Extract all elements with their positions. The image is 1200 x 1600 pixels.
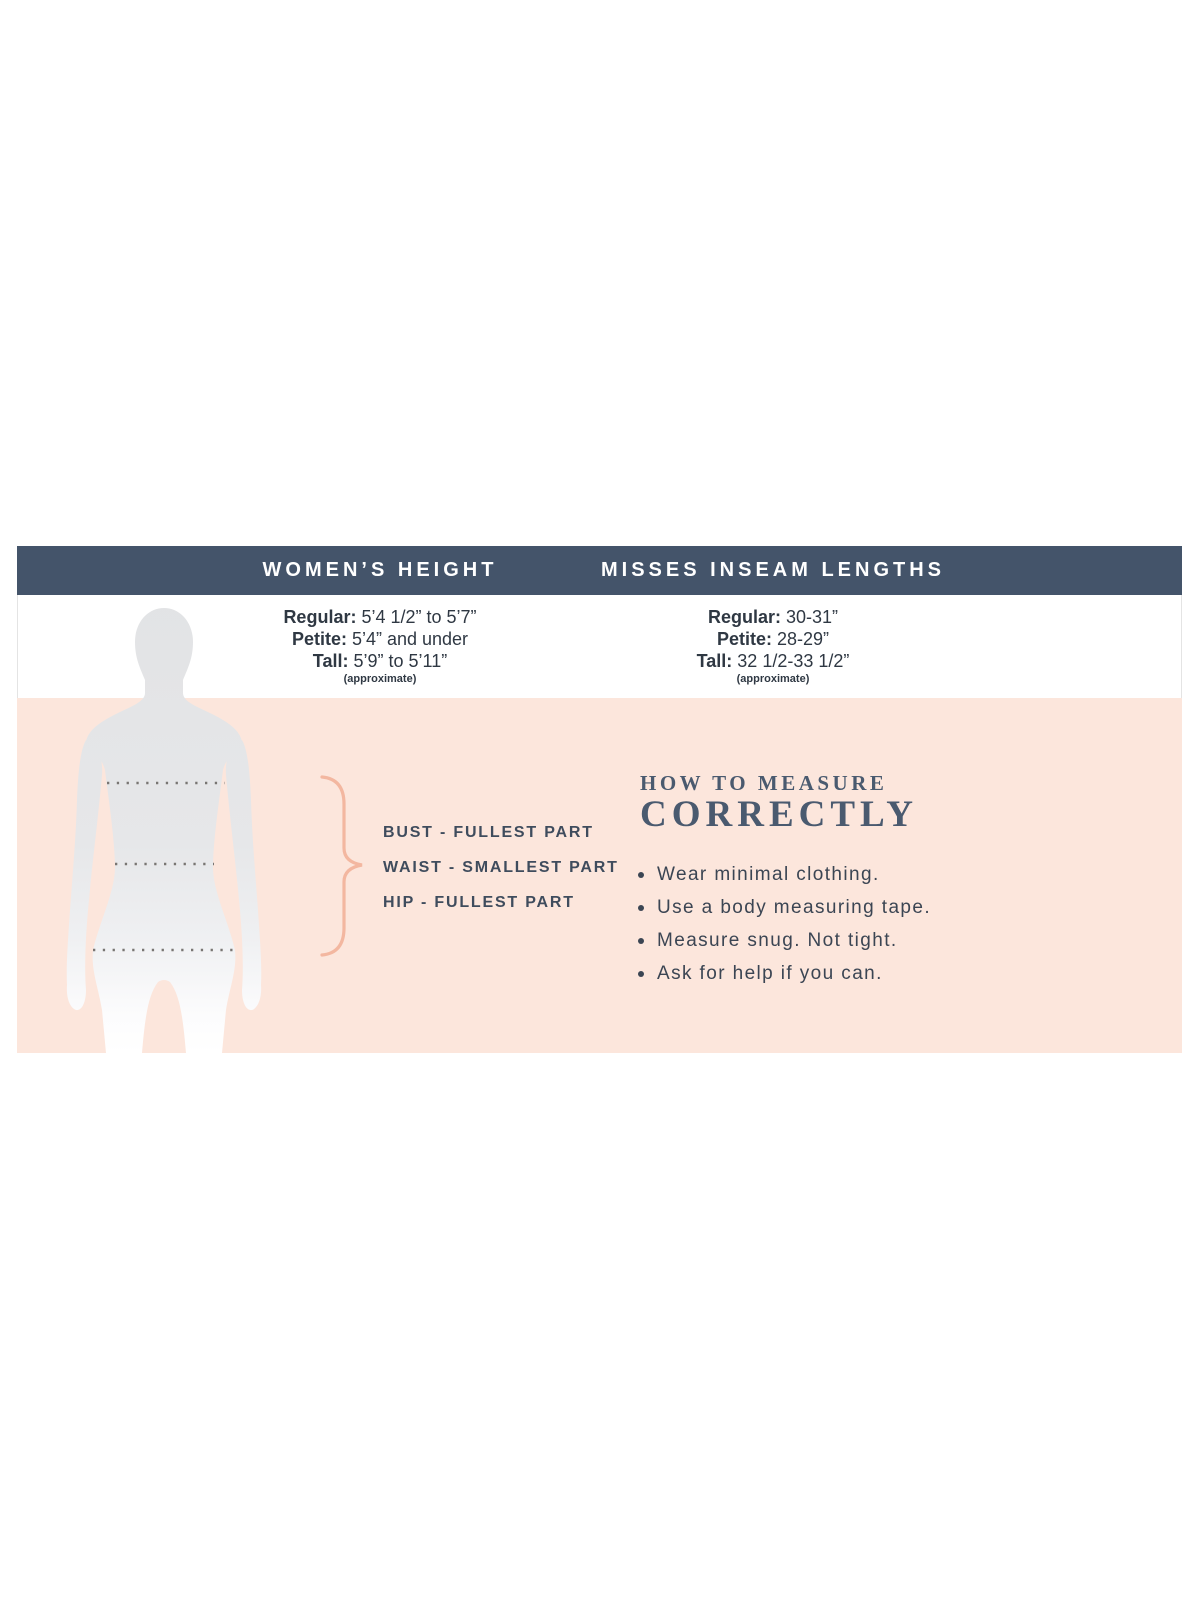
height-tall-label: Tall: [312,651,349,671]
curly-brace-path [322,777,362,955]
misses-inseam-header: MISSES INSEAM LENGTHS [600,559,946,581]
tip-text: Ask for help if you can. [657,962,883,984]
inseam-row-petite [523,628,1023,650]
height-regular-label: Regular: [283,607,357,627]
measuring-tips-list [638,864,931,996]
list-item [638,930,931,951]
bullet-dot-icon [638,872,644,878]
height-tall-value: 5’9” to 5’11” [353,651,448,671]
silhouette-body [86,608,242,1053]
bullet-dot-icon [638,905,644,911]
list-item [638,963,931,984]
measure-point-labels [383,824,619,929]
bullet-dot-icon [638,971,644,977]
tip-text: Wear minimal clothing. [657,863,880,885]
how-to-measure-heading [640,772,918,835]
curly-brace-icon [312,772,372,958]
female-silhouette-icon [40,590,280,1053]
list-item [638,897,931,918]
tip-text: Use a body measuring tape. [657,896,932,918]
hip-label: HIP - FULLEST PART [383,894,575,911]
height-petite-value: 5’4” and under [351,629,469,649]
tip-text: Measure snug. Not tight. [657,929,898,951]
height-regular-value: 5’4 1/2” to 5’7” [361,607,477,627]
inseam-petite-value: 28-29” [777,629,830,649]
inseam-row-tall [523,650,1023,672]
list-item [638,864,931,885]
waist-label: WAIST - SMALLEST PART [383,859,619,876]
inseam-tall-label: Tall: [696,651,733,671]
bullet-dot-icon [638,938,644,944]
height-petite-label: Petite: [291,629,347,649]
heading-line-1: HOW TO MEASURE [640,771,888,795]
inseam-approximate-note: (approximate) [736,673,810,685]
inseam-petite-label: Petite: [716,629,772,649]
inseam-regular-label: Regular: [707,607,781,627]
inseam-tall-value: 32 1/2-33 1/2” [737,651,850,671]
inseam-regular-value: 30-31” [786,607,839,627]
heading-line-2: CORRECTLY [640,794,919,835]
misses-inseam-column [523,606,1023,687]
inseam-row-regular [523,606,1023,628]
womens-height-header: WOMEN’S HEIGHT [262,559,498,581]
height-approximate-note: (approximate) [343,673,417,685]
bust-label: BUST - FULLEST PART [383,824,594,841]
